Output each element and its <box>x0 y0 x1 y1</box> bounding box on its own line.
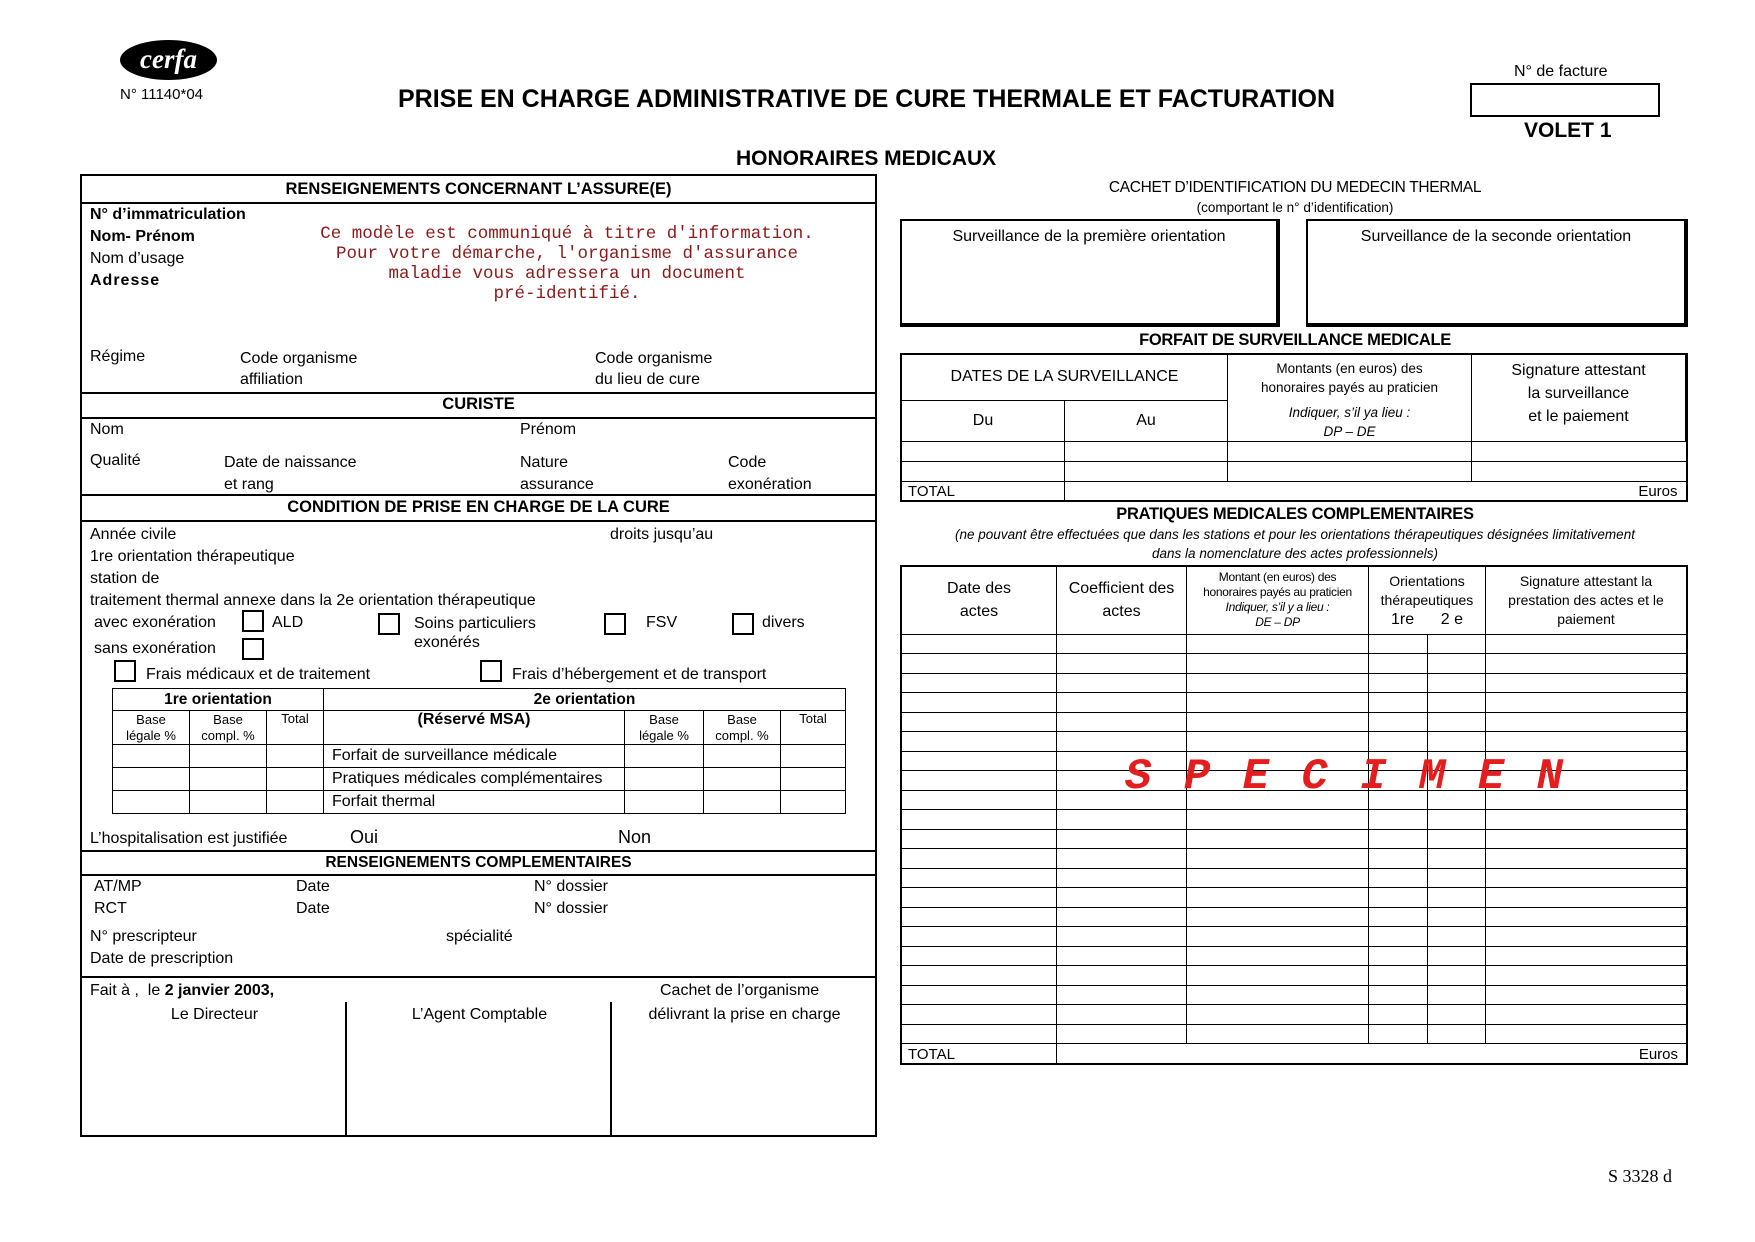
cell[interactable] <box>190 768 267 791</box>
cell[interactable] <box>1187 673 1369 693</box>
th-reserve-msa: (Réservé MSA) <box>324 711 625 745</box>
label-naissance <box>224 452 357 496</box>
surveillance-1re-box[interactable] <box>900 219 1280 327</box>
label-line: actes <box>1102 603 1141 621</box>
cell[interactable] <box>1187 1005 1369 1025</box>
cell[interactable] <box>1486 654 1688 674</box>
cell[interactable] <box>1187 829 1369 849</box>
cell[interactable] <box>1472 462 1687 482</box>
info-notice <box>292 224 842 304</box>
label-rct-date: Date <box>296 900 330 917</box>
cell[interactable] <box>901 810 1057 830</box>
label-fait-a <box>90 982 274 1000</box>
cell[interactable] <box>1427 1005 1486 1025</box>
cell[interactable] <box>1369 654 1428 674</box>
cell[interactable] <box>1057 1005 1187 1025</box>
footer-code: S 3328 d <box>1608 1166 1673 1186</box>
checkbox-soins-particuliers[interactable] <box>378 613 400 635</box>
section-complementaires-header: RENSEIGNEMENTS COMPLEMENTAIRES <box>325 854 632 871</box>
cell[interactable] <box>1486 1024 1688 1044</box>
label-atmp-dossier: N° dossier <box>534 878 608 895</box>
th-signature <box>1472 354 1687 442</box>
label-line: Indiquer, s’il y a lieu : <box>1225 600 1330 615</box>
cell[interactable] <box>1187 1024 1369 1044</box>
cell[interactable] <box>1228 462 1472 482</box>
cell[interactable] <box>1187 732 1369 752</box>
cell[interactable] <box>1369 673 1428 693</box>
cell[interactable] <box>1369 1024 1428 1044</box>
label-hospitalisation: L’hospitalisation est justifiée <box>90 830 288 847</box>
th-1re-orientation: 1re orientation <box>113 689 324 711</box>
label-frais-medicaux: Frais médicaux et de traitement <box>146 666 371 683</box>
label-line: du lieu de cure <box>595 371 700 388</box>
cell[interactable] <box>1057 985 1187 1005</box>
label-curiste-prenom: Prénom <box>520 421 577 438</box>
cell[interactable] <box>1369 927 1428 947</box>
cell[interactable] <box>1369 810 1428 830</box>
cell[interactable] <box>1369 732 1428 752</box>
label-cachet-organisme: Cachet de l’organisme <box>660 982 820 999</box>
label-rct-dossier: N° dossier <box>534 900 608 917</box>
cell[interactable] <box>1057 888 1187 908</box>
cell[interactable] <box>901 693 1057 713</box>
cell[interactable] <box>1427 849 1486 869</box>
cell[interactable] <box>1427 829 1486 849</box>
row-label-forfait-thermal: Forfait thermal <box>324 791 625 814</box>
cell[interactable] <box>1187 868 1369 888</box>
pratiques-note-2: dans la nomenclature des actes professionnels) <box>1152 546 1438 561</box>
fait-text: Fait à , <box>90 982 139 999</box>
invoice-number-field[interactable] <box>1470 83 1660 117</box>
checkbox-divers[interactable] <box>732 613 754 635</box>
checkbox-sans-exoneration[interactable] <box>242 638 264 660</box>
label-agent-comptable: L’Agent Comptable <box>411 1006 548 1023</box>
label-line: Montant (en euros) des <box>1218 570 1337 585</box>
label-line: compl. % <box>715 727 769 743</box>
cell[interactable] <box>1369 868 1428 888</box>
notice-line: Pour votre démarche, l'organisme d'assurance <box>335 244 799 264</box>
surveillance-2e-box[interactable] <box>1306 219 1688 327</box>
notice-line: pré-identifié. <box>493 284 641 304</box>
label-delivrant: délivrant la prise en charge <box>648 1006 841 1023</box>
label-sans-exoneration: sans exonération <box>94 640 216 657</box>
label-line: Base <box>213 711 243 727</box>
cell[interactable] <box>901 712 1057 732</box>
cell[interactable] <box>1427 927 1486 947</box>
cell[interactable] <box>1486 985 1688 1005</box>
cell[interactable] <box>1486 693 1688 713</box>
cell[interactable] <box>901 868 1057 888</box>
cell[interactable] <box>1369 1005 1428 1025</box>
cell[interactable] <box>190 791 267 814</box>
cell[interactable] <box>1057 927 1187 947</box>
label-divers: divers <box>762 614 805 631</box>
section-forfait-header: FORFAIT DE SURVEILLANCE MEDICALE <box>1139 331 1451 349</box>
cell[interactable] <box>1057 712 1187 732</box>
cell[interactable] <box>1486 732 1688 752</box>
section-pratiques-header: PRATIQUES MEDICALES COMPLEMENTAIRES <box>1116 505 1474 523</box>
cell[interactable] <box>1065 442 1228 462</box>
cell[interactable] <box>781 791 846 814</box>
label-specialite: spécialité <box>446 928 513 945</box>
label-line: Code organisme <box>240 350 358 367</box>
total-label: TOTAL <box>901 482 1065 501</box>
label-nom-prenom: Nom- Prénom <box>90 228 195 245</box>
total-euros[interactable]: Euros <box>1057 1044 1688 1064</box>
label-line: et le paiement <box>1528 408 1629 425</box>
page-subtitle: HONORAIRES MEDICAUX <box>736 147 997 170</box>
cell[interactable] <box>1057 907 1187 927</box>
th-total: Total <box>267 711 324 745</box>
section-condition-header: CONDITION DE PRISE EN CHARGE DE LA CURE <box>287 498 670 516</box>
label-code-exoneration <box>728 452 812 496</box>
label-avec-exoneration: avec exonération <box>94 614 216 631</box>
cell[interactable] <box>113 768 190 791</box>
invoice-label: N° de facture <box>1514 63 1608 80</box>
label-line: exonérés <box>414 634 480 651</box>
label-nom-usage: Nom d’usage <box>90 250 185 267</box>
forfait-table <box>900 353 1688 502</box>
cell[interactable] <box>704 768 781 791</box>
cell[interactable] <box>1057 654 1187 674</box>
label-line: Base <box>649 711 679 727</box>
label-ald: ALD <box>272 614 304 631</box>
cell[interactable] <box>901 849 1057 869</box>
label-line: Indiquer, s’il ya lieu : <box>1288 405 1411 420</box>
cell[interactable] <box>1486 868 1688 888</box>
cerfa-logo-text: cerfa <box>140 44 197 74</box>
cell[interactable] <box>1486 712 1688 732</box>
cell[interactable] <box>901 985 1057 1005</box>
label-station: station de <box>90 570 160 587</box>
cerfa-logo <box>120 40 217 80</box>
cell[interactable] <box>1057 693 1187 713</box>
cell[interactable] <box>1486 966 1688 986</box>
cell[interactable] <box>1187 712 1369 732</box>
label-line: actes <box>959 603 999 621</box>
cell[interactable] <box>625 791 704 814</box>
cell[interactable] <box>901 634 1057 654</box>
cell[interactable] <box>901 888 1057 908</box>
pratiques-table <box>900 565 1688 1065</box>
cell[interactable] <box>1486 927 1688 947</box>
th-base-compl <box>704 711 781 745</box>
label-line: honoraires payés au praticien <box>1260 380 1439 395</box>
label-surveillance-2e: Surveillance de la seconde orientation <box>1360 228 1632 245</box>
orientation-table <box>112 688 846 814</box>
cell[interactable] <box>113 745 190 768</box>
label-line: Nature <box>520 454 569 471</box>
cell[interactable] <box>1187 946 1369 966</box>
label-line: Orientations <box>1389 572 1465 589</box>
cell[interactable] <box>1057 1024 1187 1044</box>
cell[interactable] <box>901 907 1057 927</box>
label-line: Date de naissance <box>224 454 357 471</box>
label-line: Coefficient des <box>1068 580 1175 598</box>
cell[interactable] <box>901 927 1057 947</box>
cell[interactable] <box>1427 693 1486 713</box>
label-regime: Régime <box>90 348 146 365</box>
cell[interactable] <box>1369 712 1428 732</box>
cell[interactable] <box>1187 849 1369 869</box>
label-rct: RCT <box>94 900 127 917</box>
label-line: Base <box>136 711 166 727</box>
cell[interactable] <box>781 745 846 768</box>
cell[interactable] <box>625 768 704 791</box>
cell[interactable] <box>1427 712 1486 732</box>
cell[interactable] <box>267 745 324 768</box>
cell[interactable] <box>1187 888 1369 908</box>
th-du: Du <box>901 400 1065 441</box>
label-annexe: traitement thermal annexe dans la 2e orientation thérapeutique <box>90 592 536 609</box>
cell[interactable] <box>267 768 324 791</box>
label-line: compl. % <box>201 727 255 743</box>
th-signature-actes <box>1486 566 1688 634</box>
label-line: Montants (en euros) des <box>1276 361 1423 376</box>
row-label-pratiques: Pratiques médicales complémentaires <box>324 768 625 791</box>
cell[interactable] <box>1369 966 1428 986</box>
cell[interactable] <box>1427 634 1486 654</box>
label-qualite: Qualité <box>90 452 141 469</box>
cell[interactable] <box>1065 462 1228 482</box>
cell[interactable] <box>1228 442 1472 462</box>
cell[interactable] <box>901 966 1057 986</box>
cell[interactable] <box>1369 829 1428 849</box>
label-fsv: FSV <box>646 614 678 631</box>
orientations-sub <box>1369 610 1485 629</box>
left-form <box>80 174 877 1137</box>
label-line: affiliation <box>240 371 303 388</box>
label-line: exonération <box>728 476 812 493</box>
label-line: honoraires payés au praticien <box>1203 585 1352 600</box>
cell[interactable] <box>1187 927 1369 947</box>
cell[interactable] <box>1486 634 1688 654</box>
label-line: légale % <box>639 727 689 743</box>
th-montant <box>1187 566 1369 634</box>
cell[interactable] <box>1369 849 1428 869</box>
th-total: Total <box>781 711 846 745</box>
cell[interactable] <box>901 462 1065 482</box>
cell[interactable] <box>901 732 1057 752</box>
label-line: Code organisme <box>595 350 713 367</box>
th-montants <box>1228 354 1472 442</box>
section-curiste-header: CURISTE <box>442 395 515 413</box>
label-line: Date des <box>946 580 1012 598</box>
th-coefficient <box>1057 566 1187 634</box>
label-line: Soins particuliers <box>414 615 536 632</box>
label-line: paiement <box>1557 610 1615 627</box>
pratiques-note-1: (ne pouvant être effectuées que dans les stations et pour les orientations thérapeutiques désignées limitativement <box>955 527 1635 542</box>
label-adresse: Adresse <box>90 272 161 289</box>
section-assure-header: RENSEIGNEMENTS CONCERNANT L’ASSURE(E) <box>285 180 672 198</box>
label-line: thérapeutiques <box>1380 591 1474 608</box>
cell[interactable] <box>1486 673 1688 693</box>
label-line: Signature attestant <box>1511 362 1646 379</box>
th-base-compl <box>190 711 267 745</box>
th-orientations <box>1369 566 1486 634</box>
cachet-comportant: (comportant le n° d’identification) <box>1196 200 1394 215</box>
label-line: légale % <box>126 727 176 743</box>
th-base-legale <box>625 711 704 745</box>
specimen-watermark: S P E C I M E N <box>1125 752 1567 802</box>
label-frais-hebergement: Frais d’hébergement et de transport <box>512 666 767 683</box>
label-code-cure <box>595 348 712 390</box>
cell[interactable] <box>1427 907 1486 927</box>
le-text: le <box>147 982 161 999</box>
cell[interactable] <box>1486 810 1688 830</box>
cell[interactable] <box>1427 673 1486 693</box>
option-oui[interactable]: Oui <box>350 827 379 847</box>
label-line: la surveillance <box>1527 385 1630 402</box>
notice-line: Ce modèle est communiqué à titre d'information. <box>320 224 814 244</box>
cell[interactable] <box>1057 810 1187 830</box>
cell[interactable] <box>901 673 1057 693</box>
cell[interactable] <box>190 745 267 768</box>
cell[interactable] <box>1057 966 1187 986</box>
cell[interactable] <box>1486 907 1688 927</box>
label-orientation1: 1re orientation thérapeutique <box>90 548 295 565</box>
cell[interactable] <box>1486 888 1688 908</box>
checkbox-frais-medicaux[interactable] <box>114 660 136 682</box>
cell[interactable] <box>901 751 1057 771</box>
cell[interactable] <box>1486 849 1688 869</box>
cell[interactable] <box>1057 946 1187 966</box>
cell[interactable] <box>1369 634 1428 654</box>
label-annee-civile: Année civile <box>90 526 177 543</box>
cell[interactable] <box>1187 654 1369 674</box>
cell[interactable] <box>1057 849 1187 869</box>
th-base-legale <box>113 711 190 745</box>
cell[interactable] <box>901 829 1057 849</box>
cell[interactable] <box>1057 673 1187 693</box>
form-number: N° 11140*04 <box>120 86 204 103</box>
th-date-actes <box>901 566 1057 634</box>
cell[interactable] <box>1369 888 1428 908</box>
total-euros[interactable]: Euros <box>1065 482 1687 501</box>
cell[interactable] <box>901 771 1057 791</box>
label-2e: 2 e <box>1440 610 1464 628</box>
label-1re: 1re <box>1390 610 1415 628</box>
notice-line: maladie vous adressera un document <box>388 264 746 284</box>
cell[interactable] <box>1369 946 1428 966</box>
label-line: Code <box>728 454 767 471</box>
cell[interactable] <box>1187 634 1369 654</box>
cell[interactable] <box>1187 966 1369 986</box>
row-label-forfait-surveillance: Forfait de surveillance médicale <box>324 745 625 768</box>
th-2e-orientation: 2e orientation <box>324 689 846 711</box>
cell[interactable] <box>113 791 190 814</box>
label-immatriculation: N° d’immatriculation <box>90 206 246 223</box>
cell[interactable] <box>1486 1005 1688 1025</box>
cell[interactable] <box>901 790 1057 810</box>
cell[interactable] <box>1427 946 1486 966</box>
cell[interactable] <box>1427 1024 1486 1044</box>
label-line: Base <box>727 711 757 727</box>
label-line: assurance <box>520 476 594 493</box>
cell[interactable] <box>901 1024 1057 1044</box>
cell[interactable] <box>901 946 1057 966</box>
cell[interactable] <box>781 768 846 791</box>
cell[interactable] <box>901 1005 1057 1025</box>
checkbox-frais-hebergement[interactable] <box>480 660 502 682</box>
cell[interactable] <box>704 745 781 768</box>
cell[interactable] <box>625 745 704 768</box>
cell[interactable] <box>1427 985 1486 1005</box>
label-curiste-nom: Nom <box>90 421 124 438</box>
option-non[interactable]: Non <box>618 827 652 847</box>
label-code-affiliation <box>240 348 357 390</box>
label-nature-assurance <box>520 452 594 496</box>
label-soins-particuliers <box>414 614 536 652</box>
label-line: DE – DP <box>1255 615 1300 630</box>
label-atmp-date: Date <box>296 878 330 895</box>
cell[interactable] <box>1427 732 1486 752</box>
cachet-medecin: CACHET D’IDENTIFICATION DU MEDECIN THERMAL <box>1108 179 1482 196</box>
volet-label: VOLET 1 <box>1524 119 1612 142</box>
label-atmp: AT/MP <box>94 878 142 895</box>
label-line: et rang <box>224 476 274 493</box>
cell[interactable] <box>704 791 781 814</box>
cell[interactable] <box>1369 907 1428 927</box>
cell[interactable] <box>267 791 324 814</box>
cell[interactable] <box>1187 985 1369 1005</box>
label-surveillance-1re: Surveillance de la première orientation <box>952 228 1226 245</box>
total-label: TOTAL <box>901 1044 1057 1064</box>
cell[interactable] <box>1057 829 1187 849</box>
cell[interactable] <box>1486 829 1688 849</box>
cell[interactable] <box>1427 868 1486 888</box>
label-line: DP – DE <box>1323 424 1376 439</box>
cell[interactable] <box>1057 868 1187 888</box>
cell[interactable] <box>1427 810 1486 830</box>
cell[interactable] <box>1427 966 1486 986</box>
cell[interactable] <box>901 442 1065 462</box>
checkbox-fsv[interactable] <box>604 613 626 635</box>
cell[interactable] <box>1427 888 1486 908</box>
cell[interactable] <box>1369 693 1428 713</box>
label-droits: droits jusqu’au <box>610 526 714 543</box>
cell[interactable] <box>1427 654 1486 674</box>
page-title: PRISE EN CHARGE ADMINISTRATIVE DE CURE THERMALE ET FACTURATION <box>398 85 1336 113</box>
label-line: Signature attestant la <box>1519 572 1653 589</box>
cell[interactable] <box>1057 732 1187 752</box>
cell[interactable] <box>1187 907 1369 927</box>
label-line: prestation des actes et le <box>1508 591 1664 608</box>
label-directeur: Le Directeur <box>170 1006 259 1023</box>
signature-date: 2 janvier 2003, <box>164 982 275 999</box>
cell[interactable] <box>901 654 1057 674</box>
cell[interactable] <box>1486 946 1688 966</box>
cell[interactable] <box>1187 810 1369 830</box>
label-date-prescription: Date de prescription <box>90 950 234 967</box>
cell[interactable] <box>1057 634 1187 654</box>
th-dates-surveillance: DATES DE LA SURVEILLANCE <box>901 354 1228 400</box>
th-au: Au <box>1065 400 1228 441</box>
checkbox-ald[interactable] <box>242 610 264 632</box>
cell[interactable] <box>1472 442 1687 462</box>
cell[interactable] <box>1369 985 1428 1005</box>
cell[interactable] <box>1187 693 1369 713</box>
label-prescripteur: N° prescripteur <box>90 928 197 945</box>
